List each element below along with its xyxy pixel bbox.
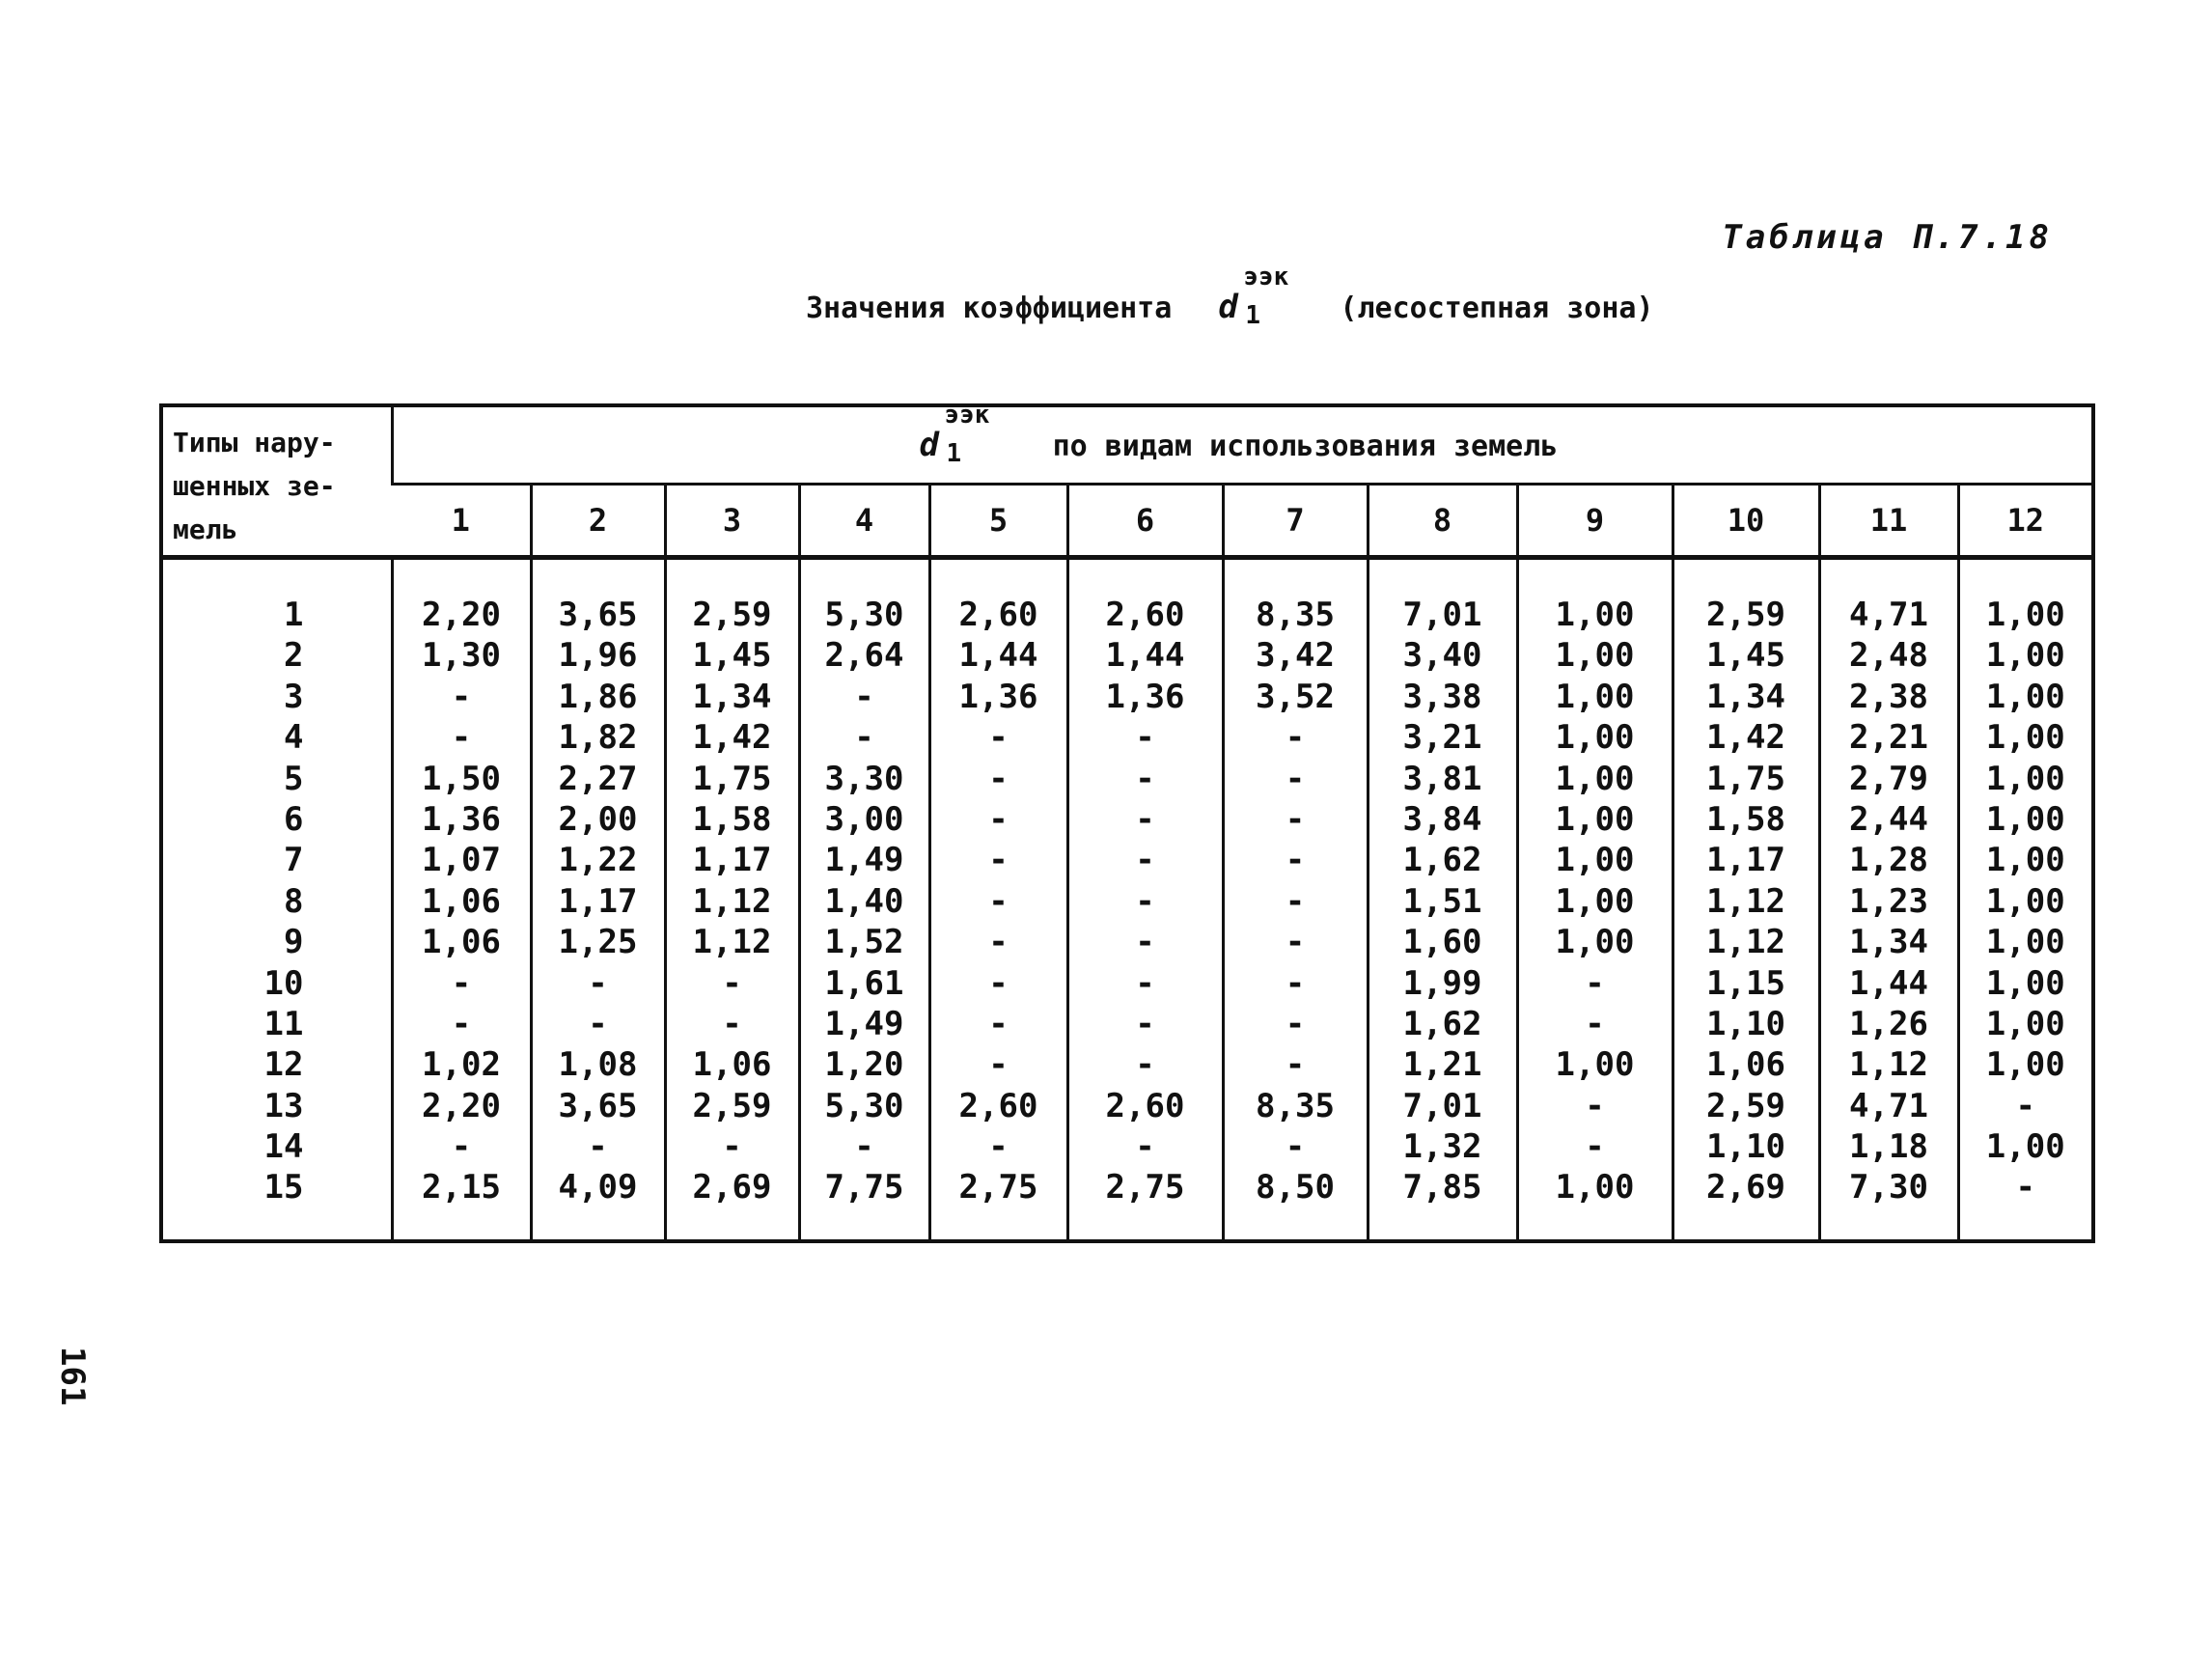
table-cell: 2,60: [958, 596, 1038, 634]
table-cell: 1,44: [1105, 636, 1185, 676]
column-number-header: 11: [1819, 485, 1958, 558]
row-number: 9: [284, 923, 304, 962]
table-cell: 2,60: [1105, 1086, 1185, 1125]
table-cell: 1,00: [1555, 841, 1635, 880]
row-number: 10: [263, 963, 304, 1003]
page-number: 161: [53, 1346, 92, 1406]
table-cell: 2,44: [1849, 799, 1928, 839]
table-cell: 1,86: [558, 677, 638, 716]
table-cell: 1,00: [1985, 677, 2065, 716]
table-cell: 1,00: [1985, 596, 2065, 634]
table-cell: 1,44: [1849, 963, 1928, 1003]
table-cell: 1,44: [958, 636, 1038, 676]
table-cell: -: [451, 677, 472, 716]
table-cell: 1,45: [1706, 636, 1785, 676]
table-cell: -: [988, 718, 1009, 758]
table-cell: 1,45: [692, 636, 772, 676]
table-cell: -: [1285, 1127, 1306, 1167]
table-cell: 7,85: [1402, 1168, 1482, 1207]
table-cell: -: [1285, 923, 1306, 962]
table-cell: -: [988, 1045, 1009, 1085]
table-cell: 1,00: [1555, 881, 1635, 921]
table-cell: 2,75: [958, 1168, 1038, 1207]
table-cell: 1,42: [692, 718, 772, 758]
column-number-header: 3: [665, 485, 799, 558]
table-cell: -: [1285, 1004, 1306, 1043]
table-cell: 1,17: [692, 841, 772, 880]
table-cell: -: [988, 759, 1009, 798]
table-cell: 1,10: [1706, 1127, 1785, 1167]
table-cell: 1,96: [558, 636, 638, 676]
table-cell: 3,65: [558, 1086, 638, 1125]
table-cell: 3,81: [1402, 759, 1482, 798]
table-cell: 1,58: [692, 799, 772, 839]
row-number: 5: [284, 759, 304, 798]
table-cell: 1,32: [1402, 1127, 1482, 1167]
column-number-header: 2: [531, 485, 665, 558]
table-cell: -: [1285, 718, 1306, 758]
table-cell: 3,00: [824, 799, 904, 839]
table-cell: -: [1135, 963, 1155, 1003]
table-cell: 1,00: [1985, 881, 2065, 921]
table-cell: 2,69: [1706, 1168, 1785, 1207]
table-cell: 1,17: [1706, 841, 1785, 880]
table-cell: 2,20: [422, 596, 501, 634]
table-cell: -: [1585, 1127, 1605, 1167]
table-cell: -: [451, 1127, 472, 1167]
data-column: [799, 558, 929, 1240]
table-cell: 7,01: [1402, 1086, 1482, 1125]
column-number-header: 12: [1958, 485, 2091, 558]
table-cell: 4,71: [1849, 1086, 1928, 1125]
table-cell: -: [722, 1127, 742, 1167]
row-number: 14: [263, 1127, 304, 1167]
table-caption: [806, 263, 1654, 330]
table-cell: -: [451, 963, 472, 1003]
table-cell: 2,20: [422, 1086, 501, 1125]
row-number: 8: [284, 881, 304, 921]
table-cell: 2,60: [1105, 596, 1185, 634]
table-cell: 1,25: [558, 923, 638, 962]
table-cell: 1,00: [1555, 759, 1635, 798]
table-cell: -: [988, 1004, 1009, 1043]
table-cell: 1,12: [1706, 881, 1785, 921]
table-cell: 1,28: [1849, 841, 1928, 880]
table-cell: 1,49: [824, 841, 904, 880]
table-cell: 8,35: [1256, 596, 1335, 634]
row-number: 6: [284, 799, 304, 839]
table-cell: 7,75: [824, 1168, 904, 1207]
table-cell: 1,08: [558, 1045, 638, 1085]
table-cell: -: [1135, 718, 1155, 758]
table-cell: 1,42: [1706, 718, 1785, 758]
table-cell: 2,21: [1849, 718, 1928, 758]
caption-text: Значения коэффициента: [806, 291, 1173, 325]
table-cell: 1,12: [692, 923, 772, 962]
symbol-letter: d: [919, 426, 939, 464]
table-cell: 1,62: [1402, 1004, 1482, 1043]
table-cell: 1,75: [692, 759, 772, 798]
column-number-header: 8: [1368, 485, 1517, 558]
table-cell: 2,60: [958, 1086, 1038, 1125]
table-cell: 8,50: [1256, 1168, 1335, 1207]
table-cell: -: [1285, 963, 1306, 1003]
table-cell: -: [1135, 841, 1155, 880]
table-cell: 1,00: [1985, 718, 2065, 758]
symbol-subscript: 1: [1245, 301, 1261, 330]
table-cell: 1,99: [1402, 963, 1482, 1003]
table-cell: 1,00: [1555, 923, 1635, 962]
table-cell: 1,34: [692, 677, 772, 716]
table-cell: 2,38: [1849, 677, 1928, 716]
row-header-label: Типы нару-шенных зе-мель: [163, 407, 392, 558]
table-cell: 2,48: [1849, 636, 1928, 676]
table-cell: 5,30: [824, 596, 904, 634]
row-number: 7: [284, 841, 304, 880]
table-cell: 1,00: [1555, 636, 1635, 676]
table-cell: 1,00: [1555, 799, 1635, 839]
table-cell: 1,62: [1402, 841, 1482, 880]
table-cell: 2,64: [824, 636, 904, 676]
table-cell: -: [854, 718, 874, 758]
symbol-subscript: 1: [946, 439, 962, 468]
symbol-letter: d: [1218, 288, 1238, 326]
table-cell: -: [1135, 759, 1155, 798]
table-cell: 1,06: [422, 923, 501, 962]
column-number-header: 1: [392, 485, 531, 558]
table-cell: -: [1135, 923, 1155, 962]
table-cell: 1,61: [824, 963, 904, 1003]
data-column: [1517, 558, 1673, 1240]
data-column: [1958, 558, 2091, 1240]
table-cell: 1,00: [1985, 1127, 2065, 1167]
column-number-header: 7: [1223, 485, 1368, 558]
table-cell: 1,82: [558, 718, 638, 758]
table-cell: 1,06: [692, 1045, 772, 1085]
table-cell: 1,34: [1706, 677, 1785, 716]
data-column: [1368, 558, 1517, 1240]
row-number: 3: [284, 677, 304, 716]
table-cell: -: [2015, 1086, 2035, 1125]
row-number: 13: [263, 1086, 304, 1125]
table-cell: 1,49: [824, 1004, 904, 1043]
table-cell: -: [988, 841, 1009, 880]
table-cell: -: [588, 963, 608, 1003]
table-cell: -: [1135, 799, 1155, 839]
column-number-header: 5: [929, 485, 1067, 558]
table-cell: -: [1285, 841, 1306, 880]
data-column: [665, 558, 799, 1240]
table-cell: 1,06: [422, 881, 501, 921]
table-cell: 1,10: [1706, 1004, 1785, 1043]
table-cell: 7,30: [1849, 1168, 1928, 1207]
table-cell: -: [988, 963, 1009, 1003]
table-cell: 1,52: [824, 923, 904, 962]
table-cell: 3,84: [1402, 799, 1482, 839]
symbol-superscript: ээк: [944, 401, 990, 430]
table-cell: 1,06: [1706, 1045, 1785, 1085]
table-cell: 3,40: [1402, 636, 1482, 676]
table-cell: -: [1285, 759, 1306, 798]
table-cell: 1,58: [1706, 799, 1785, 839]
table-cell: 1,50: [422, 759, 501, 798]
table-cell: -: [722, 1004, 742, 1043]
table-cell: 1,07: [422, 841, 501, 880]
column-number-header: 6: [1067, 485, 1223, 558]
row-number: 15: [263, 1168, 304, 1207]
column-group-label: по видам использования земель: [1052, 430, 1559, 463]
table-cell: 2,59: [1706, 1086, 1785, 1125]
table-cell: 1,20: [824, 1045, 904, 1085]
table-cell: 1,34: [1849, 923, 1928, 962]
table-cell: 1,12: [692, 881, 772, 921]
table-cell: 3,30: [824, 759, 904, 798]
table-cell: 1,21: [1402, 1045, 1482, 1085]
data-column: [1819, 558, 1958, 1240]
table-cell: 3,52: [1256, 677, 1335, 716]
table-cell: -: [1585, 1086, 1605, 1125]
row-number: 2: [284, 636, 304, 676]
table-cell: 1,40: [824, 881, 904, 921]
table-cell: 2,59: [692, 596, 772, 634]
table-cell: 3,65: [558, 596, 638, 634]
data-column: [531, 558, 665, 1240]
table-cell: -: [1285, 881, 1306, 921]
table-cell: -: [988, 881, 1009, 921]
table-cell: 4,09: [558, 1168, 638, 1207]
table-cell: 1,17: [558, 881, 638, 921]
table-cell: 1,36: [422, 799, 501, 839]
table-cell: 1,12: [1849, 1045, 1928, 1085]
table-cell: 1,00: [1985, 636, 2065, 676]
table-cell: 2,75: [1105, 1168, 1185, 1207]
row-number-column: [163, 558, 392, 1240]
table-cell: 3,38: [1402, 677, 1482, 716]
table-cell: 1,00: [1555, 596, 1635, 634]
table-cell: 1,36: [1105, 677, 1185, 716]
table-cell: 1,26: [1849, 1004, 1928, 1043]
table-cell: 7,01: [1402, 596, 1482, 634]
table-cell: 2,00: [558, 799, 638, 839]
column-number-header: 9: [1517, 485, 1673, 558]
table-cell: 1,12: [1706, 923, 1785, 962]
row-number: 11: [263, 1004, 304, 1043]
table-cell: 1,00: [1555, 1045, 1635, 1085]
data-column: [1673, 558, 1819, 1240]
table-cell: 1,00: [1985, 963, 2065, 1003]
table-cell: -: [854, 1127, 874, 1167]
table-cell: 1,00: [1555, 718, 1635, 758]
row-number: 1: [284, 596, 304, 634]
table-cell: 1,15: [1706, 963, 1785, 1003]
table-cell: -: [722, 963, 742, 1003]
table-cell: 1,02: [422, 1045, 501, 1085]
table-cell: 1,36: [958, 677, 1038, 716]
data-column: [1223, 558, 1368, 1240]
symbol-superscript: ээк: [1243, 263, 1289, 291]
table-cell: -: [1585, 1004, 1605, 1043]
coefficient-symbol: [1218, 263, 1289, 330]
table-cell: 1,00: [1555, 677, 1635, 716]
table-cell: -: [588, 1004, 608, 1043]
table-cell: 1,00: [1985, 759, 2065, 798]
table-cell: 1,22: [558, 841, 638, 880]
table-cell: 3,42: [1256, 636, 1335, 676]
column-number-header: 4: [799, 485, 929, 558]
table-cell: 2,59: [692, 1086, 772, 1125]
table-cell: -: [1135, 1127, 1155, 1167]
table-cell: -: [1285, 799, 1306, 839]
table-cell: 1,00: [1985, 841, 2065, 880]
data-column: [1067, 558, 1223, 1240]
table-cell: 2,79: [1849, 759, 1928, 798]
column-number-header: 10: [1673, 485, 1819, 558]
table-label: Таблица П.7.18: [1722, 218, 2053, 257]
table-cell: 2,27: [558, 759, 638, 798]
table-cell: -: [451, 1004, 472, 1043]
table-cell: 1,18: [1849, 1127, 1928, 1167]
table-cell: 1,00: [1985, 799, 2065, 839]
table-cell: -: [2015, 1168, 2035, 1207]
table-cell: 1,60: [1402, 923, 1482, 962]
header-coefficient-symbol: [919, 401, 990, 468]
table-cell: 1,23: [1849, 881, 1928, 921]
table-cell: -: [451, 718, 472, 758]
data-column: [392, 558, 531, 1240]
table-cell: 1,00: [1985, 923, 2065, 962]
table-cell: -: [1585, 963, 1605, 1003]
table-cell: 2,59: [1706, 596, 1785, 634]
row-number: 4: [284, 718, 304, 758]
table-cell: 1,75: [1706, 759, 1785, 798]
table-cell: -: [588, 1127, 608, 1167]
table-cell: 2,69: [692, 1168, 772, 1207]
table-cell: -: [988, 799, 1009, 839]
caption-zone: (лесостепная зона): [1340, 291, 1654, 325]
table-cell: 2,15: [422, 1168, 501, 1207]
table-cell: -: [854, 677, 874, 716]
table-cell: -: [1135, 881, 1155, 921]
table-cell: 4,71: [1849, 596, 1928, 634]
coefficient-table: [159, 403, 2095, 1243]
table-cell: 8,35: [1256, 1086, 1335, 1125]
table-cell: 3,21: [1402, 718, 1482, 758]
table-cell: 1,00: [1555, 1168, 1635, 1207]
table-cell: -: [988, 923, 1009, 962]
table-cell: -: [1285, 1045, 1306, 1085]
table-cell: 1,00: [1985, 1004, 2065, 1043]
row-number: 12: [263, 1045, 304, 1085]
table-cell: -: [1135, 1004, 1155, 1043]
table-cell: -: [1135, 1045, 1155, 1085]
column-group-header: [392, 401, 2091, 485]
data-column: [929, 558, 1067, 1240]
table-cell: -: [988, 1127, 1009, 1167]
table-cell: 1,30: [422, 636, 501, 676]
table-cell: 1,51: [1402, 881, 1482, 921]
table-cell: 1,00: [1985, 1045, 2065, 1085]
table-cell: 5,30: [824, 1086, 904, 1125]
